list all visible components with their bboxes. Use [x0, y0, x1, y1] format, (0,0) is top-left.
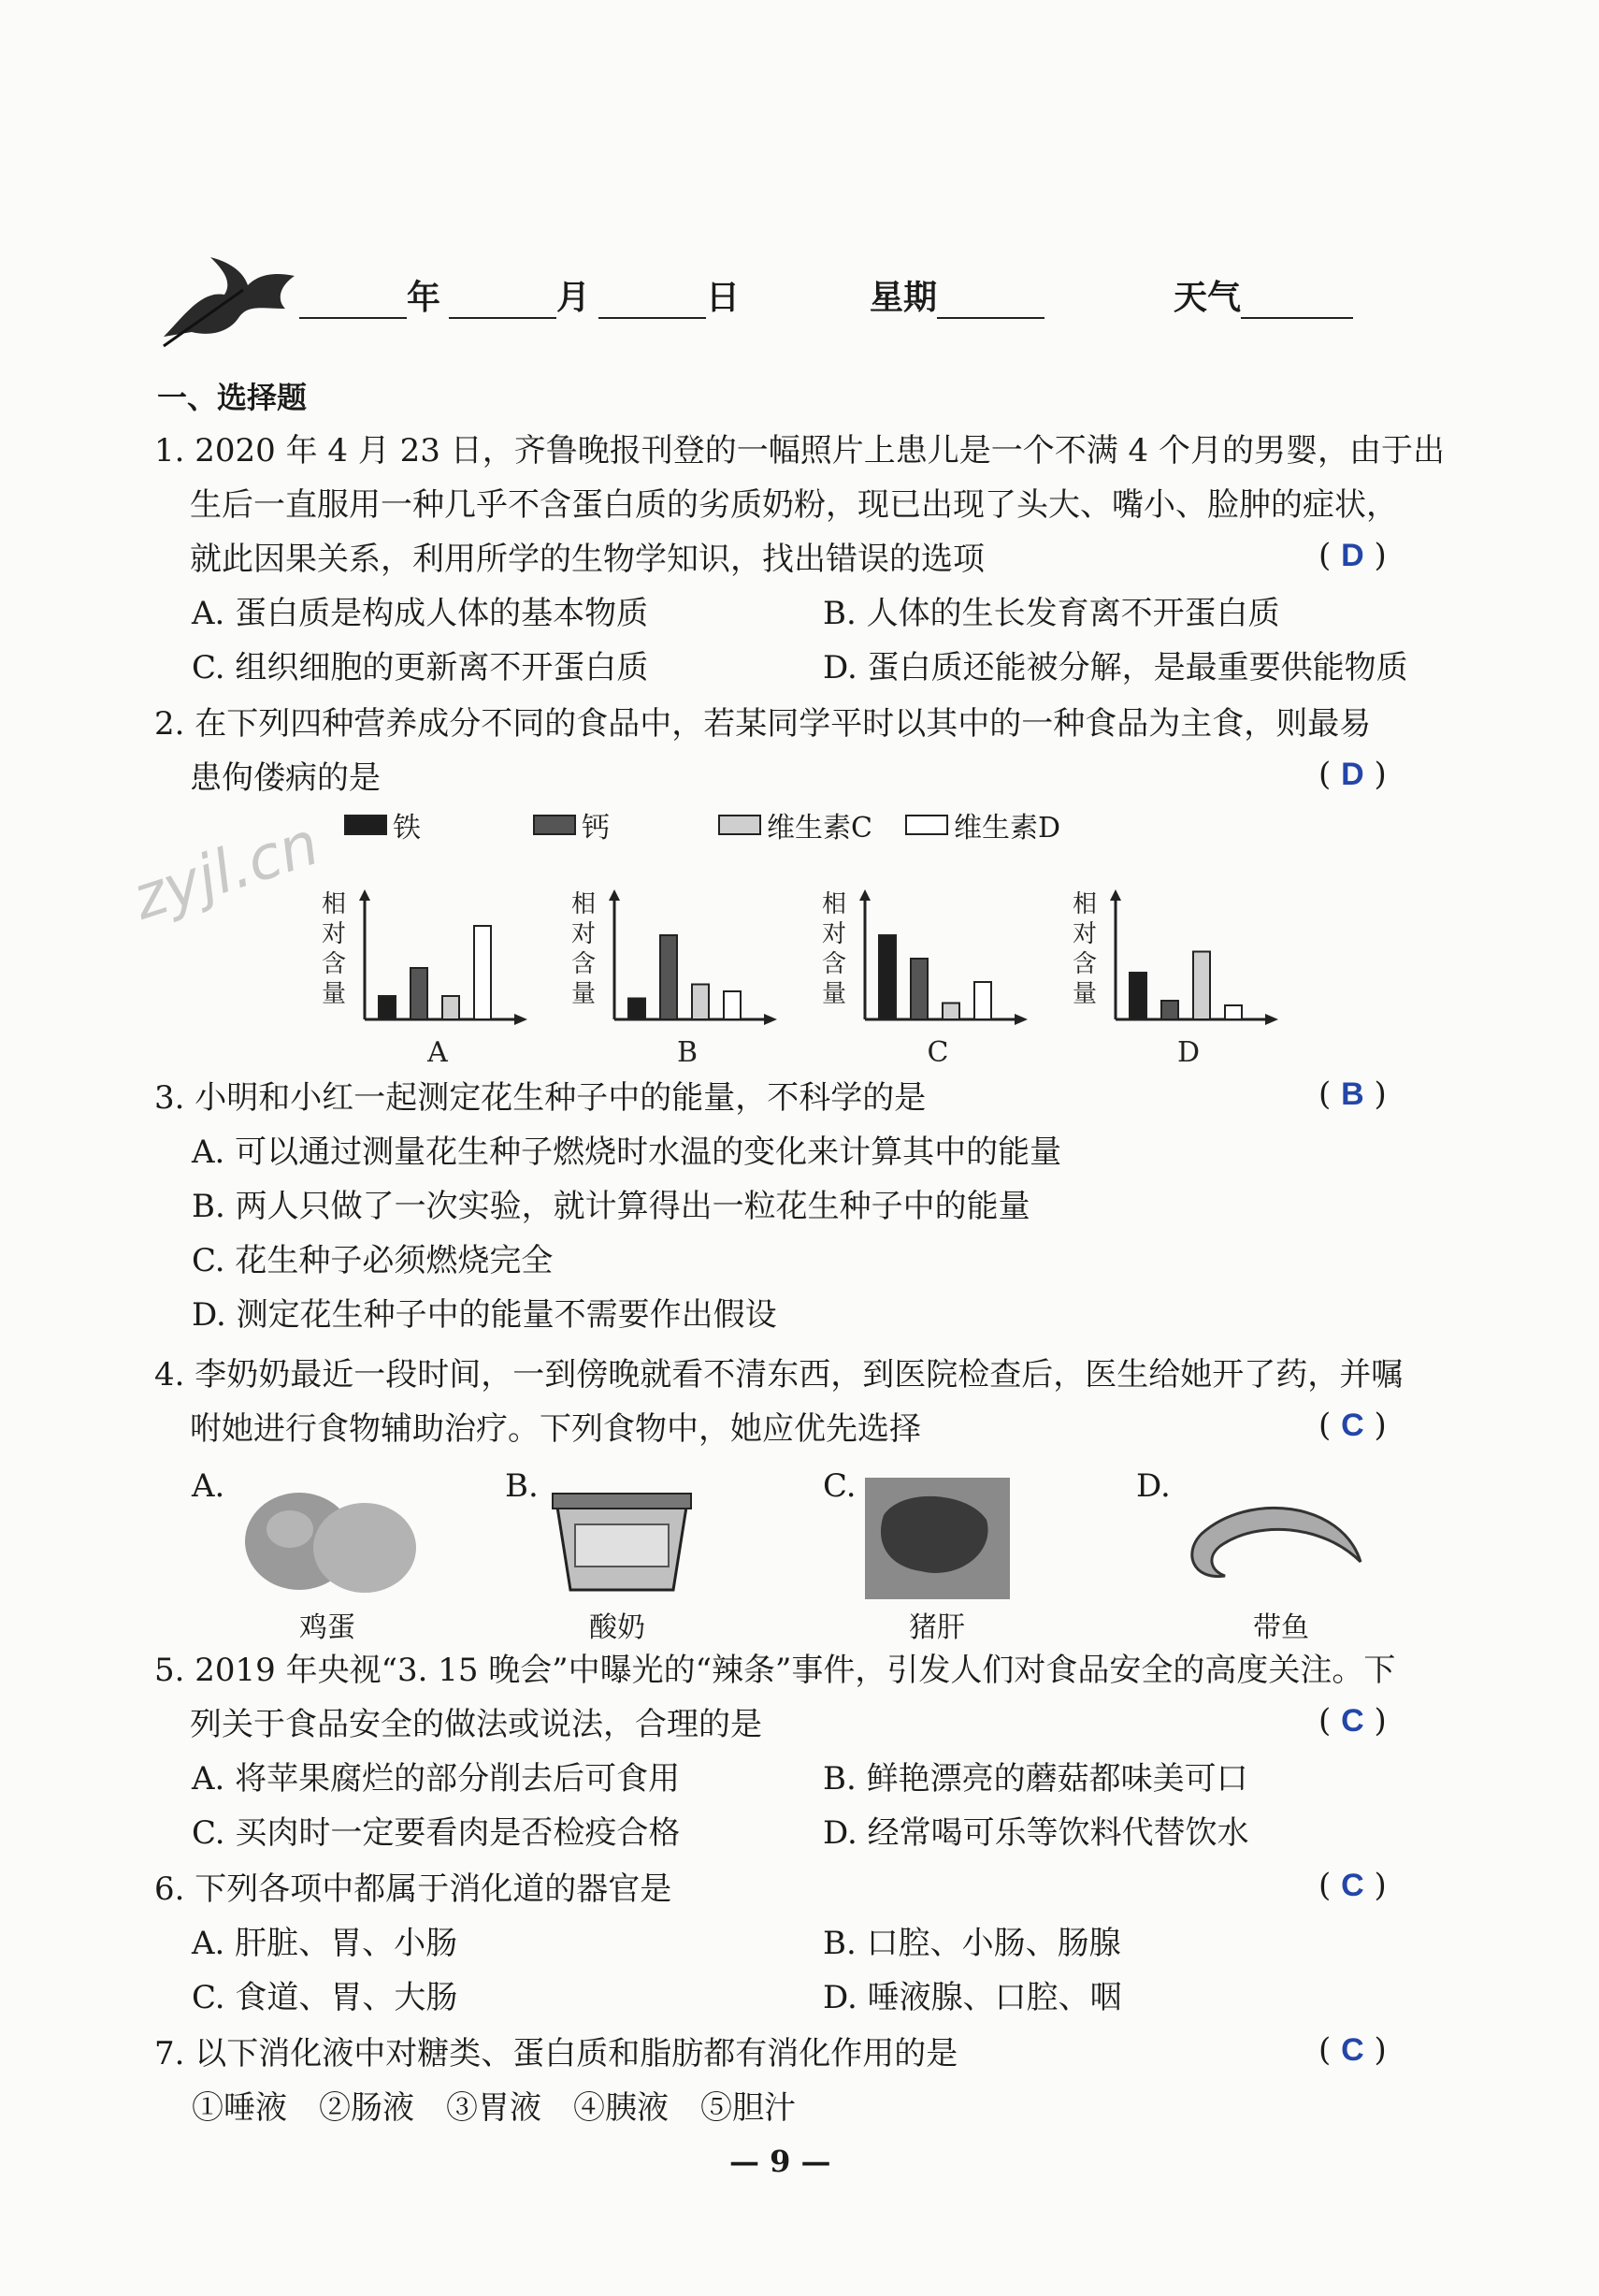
bar-a-2: [442, 996, 459, 1019]
bar-b-1: [660, 935, 677, 1019]
q4-line-2: 咐她进行食物辅助治疗。下列食物中，她应优先选择: [190, 1410, 921, 1448]
ylabel-char: 相: [821, 890, 847, 918]
hairtail-fish-image: [1174, 1482, 1370, 1599]
q6-answer: C: [1341, 1868, 1364, 1903]
q2-answer-box: ( D ): [1318, 756, 1387, 793]
bar-b-2: [692, 985, 709, 1020]
bar-b-3: [724, 991, 741, 1019]
legend-label-vitamin-c: 维生素C: [767, 812, 872, 845]
legend-swatch-vitamin-d: [905, 815, 948, 835]
ylabel-char: 相: [321, 890, 347, 918]
bar-c-1: [911, 959, 928, 1019]
q3-line-1: 3. 小明和小红一起测定花生种子中的能量，不科学的是: [154, 1079, 927, 1117]
q5-answer: C: [1341, 1703, 1364, 1739]
q6-option-c: C. 食道、胃、大肠: [192, 1979, 458, 2016]
q1-line-1: 1. 2020 年 4 月 23 日，齐鲁晚报刊登的一幅照片上患儿是一个不满 4 个月的男婴，由于出: [154, 432, 1445, 469]
q3-answer-box: ( B ): [1318, 1076, 1387, 1113]
day-label: 日: [706, 279, 741, 317]
bar-d-1: [1161, 1001, 1178, 1019]
panel-label: A: [427, 1036, 448, 1069]
q6-line-1: 6. 下列各项中都属于消化道的器官是: [154, 1870, 672, 1908]
watermark: zyjl.cn: [124, 809, 327, 934]
q5-answer-box: ( C ): [1318, 1702, 1387, 1740]
panel-label: C: [927, 1036, 949, 1069]
ylabel-char: 相: [570, 890, 597, 918]
bar-a-0: [379, 996, 396, 1019]
q2-line-2: 患佝偻病的是: [190, 759, 381, 797]
legend-swatch-vitamin-c: [718, 815, 761, 835]
food-b-name: 酸奶: [589, 1611, 645, 1644]
legend-item-vitamin-d: [905, 804, 1060, 845]
ylabel-char: 对: [821, 920, 847, 948]
x-axis-arrow: [1015, 1014, 1028, 1025]
food-b-letter: B.: [505, 1467, 539, 1505]
q1-option-c: C. 组织细胞的更新离不开蛋白质: [192, 649, 649, 686]
page-number: — 9 —: [729, 2144, 831, 2179]
ylabel-char: 含: [570, 950, 597, 978]
legend-swatch-iron: [344, 815, 387, 835]
panel-label: B: [676, 1036, 699, 1069]
q4-line-1: 4. 李奶奶最近一段时间，一到傍晚就看不清东西，到医院检查后，医生给她开了药，并嘱: [154, 1356, 1404, 1393]
q5-option-a: A. 将苹果腐烂的部分削去后可食用: [192, 1760, 681, 1798]
ylabel-char: 量: [321, 980, 347, 1008]
food-c-name: 猪肝: [909, 1611, 965, 1644]
ylabel-char: 对: [321, 920, 347, 948]
weekday-label: 星期: [870, 279, 938, 317]
legend-item-vitamin-c: [718, 804, 872, 845]
month-label: 月: [556, 279, 591, 317]
q4-answer-box: ( C ): [1318, 1407, 1387, 1444]
bar-a-1: [411, 968, 427, 1019]
food-c-letter: C.: [823, 1467, 857, 1505]
food-d-name: 带鱼: [1253, 1611, 1309, 1644]
q5-option-d: D. 经常喝可乐等饮料代替饮水: [823, 1814, 1249, 1852]
bar-d-3: [1225, 1005, 1242, 1019]
ylabel-char: 含: [321, 950, 347, 978]
ylabel-char: 量: [821, 980, 847, 1008]
q3-answer: B: [1341, 1076, 1364, 1112]
eggs-image: [234, 1478, 421, 1599]
q1-option-a: A. 蛋白质是构成人体的基本物质: [192, 595, 649, 632]
bar-c-0: [879, 935, 896, 1019]
q3-option-b: B. 两人只做了一次实验，就计算得出一粒花生种子中的能量: [192, 1188, 1030, 1225]
legend-label-calcium: 钙: [582, 812, 610, 845]
q2-line-1: 2. 在下列四种营养成分不同的食品中，若某同学平时以其中的一种食品为主食，则最易: [154, 705, 1372, 743]
ylabel-char: 相: [1072, 890, 1098, 918]
bar-c-2: [943, 1004, 959, 1020]
q6-option-b: B. 口腔、小肠、肠腺: [823, 1925, 1121, 1962]
q1-line-3: 就此因果关系，利用所学的生物学知识，找出错误的选项: [190, 541, 985, 578]
ylabel-char: 量: [570, 980, 597, 1008]
bar-a-3: [474, 926, 491, 1019]
nutrient-bar-charts: [0, 879, 1599, 1076]
legend-item-calcium: [533, 804, 610, 845]
legend-label-vitamin-d: 维生素D: [954, 812, 1061, 845]
q1-option-b: B. 人体的生长发育离不开蛋白质: [823, 595, 1280, 632]
x-axis-arrow: [1265, 1014, 1278, 1025]
ylabel-char: 量: [1072, 980, 1098, 1008]
q7-line-1: 7. 以下消化液中对糖类、蛋白质和脂肪都有消化作用的是: [154, 2035, 958, 2072]
q7-answer-box: ( C ): [1318, 2031, 1387, 2069]
ylabel-char: 含: [821, 950, 847, 978]
y-axis-arrow: [359, 889, 370, 901]
food-a-name: 鸡蛋: [299, 1611, 355, 1644]
legend-item-iron: [344, 804, 421, 845]
ylabel-char: 对: [570, 920, 597, 948]
bar-d-2: [1193, 952, 1210, 1020]
q1-answer-box: ( D ): [1318, 537, 1387, 574]
q1-option-d: D. 蛋白质还能被分解，是最重要供能物质: [823, 649, 1408, 686]
y-axis-arrow: [859, 889, 871, 901]
food-a-letter: A.: [192, 1467, 225, 1505]
q6-option-d: D. 唾液腺、口腔、咽: [823, 1979, 1122, 2016]
weather-label: 天气: [1174, 279, 1242, 317]
ylabel-char: 含: [1072, 950, 1098, 978]
q7-answer: C: [1341, 2032, 1364, 2068]
q5-line-1: 5. 2019 年央视“3. 15 晚会”中曝光的“辣条”事件，引发人们对食品安全的高度关注。下: [154, 1652, 1396, 1689]
q4-answer: C: [1341, 1408, 1364, 1443]
legend-label-iron: 铁: [393, 812, 421, 845]
q1-line-2: 生后一直服用一种几乎不含蛋白质的劣质奶粉，现已出现了头大、嘴小、脸肿的症状，: [190, 486, 1398, 524]
y-axis-arrow: [609, 889, 620, 901]
q1-answer: D: [1341, 538, 1364, 573]
q5-option-c: C. 买肉时一定要看肉是否检疫合格: [192, 1814, 681, 1852]
q2-answer: D: [1341, 757, 1364, 792]
x-axis-arrow: [764, 1014, 777, 1025]
q5-option-b: B. 鲜艳漂亮的蘑菇都味美可口: [823, 1760, 1248, 1798]
yogurt-image: [547, 1482, 697, 1599]
y-axis-arrow: [1110, 889, 1121, 901]
legend-swatch-calcium: [533, 815, 576, 835]
bar-d-0: [1130, 973, 1146, 1019]
q6-option-a: A. 肝脏、胃、小肠: [192, 1925, 458, 1962]
q6-answer-box: ( C ): [1318, 1867, 1387, 1904]
q3-option-c: C. 花生种子必须燃烧完全: [192, 1242, 554, 1279]
q5-line-2: 列关于食品安全的做法或说法，合理的是: [190, 1706, 762, 1743]
bar-c-3: [974, 982, 991, 1019]
section-title: 一、选择题: [157, 380, 308, 415]
date-header: [150, 271, 1393, 337]
panel-label: D: [1176, 1036, 1201, 1069]
bar-b-0: [628, 999, 645, 1020]
q7-line-2: ①唾液 ②肠液 ③胃液 ④胰液 ⑤胆汁: [192, 2089, 796, 2127]
pig-liver-image: [865, 1478, 1010, 1599]
food-d-letter: D.: [1136, 1467, 1171, 1505]
x-axis-arrow: [514, 1014, 527, 1025]
q3-option-d: D. 测定花生种子中的能量不需要作出假设: [192, 1296, 777, 1334]
q3-option-a: A. 可以通过测量花生种子燃烧时水温的变化来计算其中的能量: [192, 1134, 1062, 1171]
year-label: 年: [407, 279, 441, 317]
ylabel-char: 对: [1072, 920, 1098, 948]
